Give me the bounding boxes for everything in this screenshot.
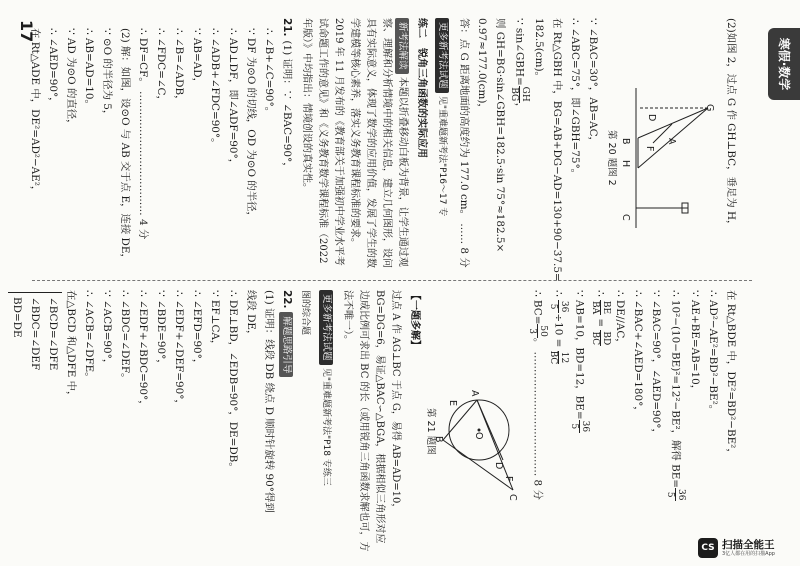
interpretation-badge: 新考法解读 — [395, 18, 409, 74]
text-line: ∵ AE+BE=AB=10， — [689, 290, 701, 396]
denominator: 5 — [665, 491, 675, 498]
text-line: (2)如图 2，过点 G 作 GH⊥BC，垂足为 H， — [725, 18, 737, 231]
text-line: ∴ ∠EDF+∠BDC=90°， — [137, 290, 149, 411]
text-line: ∵ AB=AD， — [191, 28, 203, 88]
text-line: 在△BCD 和△DFE 中， — [65, 290, 77, 402]
text-line: ∴ ∠BAC+∠AED=180°， — [632, 290, 644, 417]
numerator: 50 — [538, 325, 548, 337]
denominator: BC — [548, 350, 558, 365]
figure-label-f: F — [644, 146, 655, 152]
text-line: ∴ AD²−AE²=BD²−BE²。 — [707, 290, 719, 416]
figure-label-h: H — [620, 160, 631, 168]
text-line: ∵ ∠ACB=90°， — [101, 290, 113, 370]
more-tests-note — [317, 290, 336, 552]
text: 10 — [552, 322, 565, 336]
watermark-title: 扫描全能王 — [722, 538, 775, 551]
fraction — [569, 420, 590, 433]
more-tests-badge: 更多新考法试题 — [319, 290, 333, 365]
figure-label-a: A — [666, 138, 677, 145]
text: 。 ……………………………… 8 分 — [531, 337, 544, 500]
figure-label-c: C — [620, 214, 631, 221]
alt-solution-paragraph: 过点 A 作 AG⊥BC 于点 G，易得 AB=AD=10，BG=DG=6，易证△BAC∽△BGA，根据相似三角形对应边成比例可求出 BC 的长（或用锐角三角函数求解也可，方法不唯一）。 — [342, 290, 401, 552]
figure-label-g: G — [704, 104, 715, 112]
numerator: 12 — [559, 351, 569, 364]
numerator: 36 — [676, 489, 686, 501]
text: ∴ — [594, 290, 607, 300]
fraction — [527, 324, 548, 337]
text-line: ∴ ∠EDF+∠DEF=90°， — [173, 290, 185, 410]
section-tab: 寒假·数学 — [768, 28, 800, 100]
left-column — [22, 18, 740, 282]
numerator: BE — [601, 300, 611, 315]
text-line-fraction — [665, 290, 686, 552]
text-line: (2) 解：如图，设⊙O 与 AB 交于点 E，连接 DE， — [119, 28, 131, 264]
text-line: ∴ ∠ADB+∠FDC=90°。 — [209, 28, 221, 149]
text-line-fraction — [569, 290, 590, 552]
hint-badge: 解题思路引导 — [279, 312, 293, 377]
text-line: 在 Rt△BDE 中，DE²=BD²−BE²， — [725, 290, 737, 459]
text-line: ∴ DF=CF。 ……………………………… 4 分 — [137, 28, 149, 240]
text-line: ∵ EF⊥CA， — [209, 290, 221, 351]
more-tests-note — [433, 18, 452, 273]
text: ∴ BC= — [531, 290, 544, 325]
text-line: BD=DE — [11, 297, 23, 338]
text-line: (1) 证明：线段 DB 绕点 D 顺时针旋转 90°得到 — [263, 290, 275, 513]
text-line: ∴ ∠EFD=90°， — [191, 290, 203, 370]
denominator: BC — [590, 331, 600, 346]
text-line: ∴ ∠B+∠C=90°。 — [263, 28, 275, 118]
text-line: ∴ ∠ABC=75°，即∠GBH=75°。 — [569, 18, 581, 180]
text-line: 0.97≈177.0(cm)， — [476, 18, 488, 114]
text: ， — [513, 102, 526, 114]
text-line-fraction: ∴ BE BA = BD BC — [590, 290, 611, 346]
fraction — [590, 330, 611, 346]
text-line: ∴ ∠FDC=∠C， — [155, 28, 167, 106]
denominator: BA — [590, 300, 600, 315]
text-line: ∵ ⊙O 的半径为 5， — [101, 28, 113, 121]
text-line: ∴ ∠AED=90°， — [47, 28, 59, 108]
text-line: 在 Rt△ADE 中，DE²=AD²−AE²， — [29, 28, 41, 197]
numerator: 36 — [559, 300, 569, 313]
text-line: ∠BCD=∠DFE — [47, 297, 59, 371]
denominator: 5 — [548, 303, 558, 310]
text-line: ∵ ∠BAC=90°，∠AED=90°， — [650, 290, 662, 439]
text-line: ∴ ∠BDC=∠DEF。 — [119, 290, 131, 384]
more-tests-badge: 更多新考法试题 — [435, 18, 449, 93]
text-line: ∵ AD 为⊙O 的直径， — [65, 28, 77, 130]
text-line: ∴ DE⊥BD，∠EDB=90°，DE=DB。 — [227, 290, 239, 473]
text-line: ∵ DF 为⊙O 的切线，OD 为⊙O 的半径， — [245, 28, 257, 222]
fraction — [509, 86, 530, 103]
practice-subheading: 图的综合题 — [300, 290, 310, 336]
text-line: ∵ ∠BDE=90°， — [155, 290, 167, 370]
text-line: ∵ ∠BAC=30°，AB=AC， — [587, 18, 599, 147]
fraction — [548, 351, 569, 365]
denominator: 5 — [569, 423, 579, 430]
text-line: ∠BDC=∠DEF — [29, 297, 41, 371]
question-21-line — [278, 18, 296, 273]
question-number: 22. — [281, 290, 293, 309]
figure-label-a: A — [469, 390, 480, 397]
text-line: 则 GH=BG·sin∠GBH=182.5·sin 75°≈182.5× — [494, 18, 506, 253]
interpretation-text: 本题以折叠移动白板为背景，让学生通过观察、理解和分析情境中的相关信息，建立几何图形，设问具有实际意义，体现了数学的应用价值，发展了学生的数学建模等核心素养，落实义务教育课程标准的要求。2019 年 11 月发布的《教育部关于加强初中学业水平考试命题工作的意见》和《义务教育数学课程标准（2022 年版）》中均指出：情境创设的真实性。 — [301, 18, 408, 268]
figure-label-d: D — [646, 114, 657, 122]
figure-caption: 第 20 题图 2 — [606, 130, 617, 186]
figure-21 — [427, 290, 523, 552]
figure-20-2 — [606, 18, 718, 273]
fraction — [548, 300, 569, 313]
denominator: BG — [509, 87, 519, 102]
text: ∵ AB=10，BD=12，BE= — [573, 290, 586, 420]
fraction — [590, 300, 611, 315]
practice-heading: 练二 锐角三角函数的实际应用 — [416, 18, 427, 158]
figure-label-d: D — [493, 462, 504, 470]
denominator: 3 — [527, 328, 537, 334]
text-line-fraction — [527, 290, 548, 552]
figure-label-o: O — [473, 432, 484, 440]
alt-solution-heading: 【一题多解】 — [409, 290, 420, 350]
numerator: 36 — [580, 420, 590, 433]
interpretation-paragraph — [298, 18, 410, 273]
more-tests-ref: 见"重难题新考法"P18 专练三 — [321, 367, 331, 486]
watermark-text — [722, 539, 775, 558]
figure-label-e: E — [447, 400, 458, 407]
figure-label-b: B — [620, 138, 631, 145]
question-22-line — [278, 290, 296, 552]
text-line: ∴ AB=AD=10。 — [83, 28, 95, 110]
text-line: 答：点 G 距离地面的高度约为 177.0 cm。 …… 8 分 — [458, 18, 470, 268]
text-line: 线段 DE， — [245, 290, 257, 341]
text: (1) 证明：∵ ∠BAC=90°， — [281, 40, 293, 173]
watermark-subtitle: 3亿人都在用的扫描App — [722, 550, 775, 557]
figure-label-c: C — [507, 494, 518, 501]
text-line: ∴ ∠B=∠ADB， — [173, 28, 185, 106]
figure-label-b: B — [433, 436, 444, 443]
text-line-fraction: ∴ 36 5 ÷10 = 12 BC — [548, 290, 569, 365]
text-line: ∴ DE//AC， — [614, 290, 626, 349]
congruence-system — [8, 292, 62, 552]
figure-label-f: F — [503, 476, 514, 482]
text-line: 182.5(cm)。 — [533, 18, 545, 82]
text: ∴ — [552, 290, 565, 300]
text-line: ∴ ∠ACB=∠DFE。 — [83, 290, 95, 383]
fraction — [665, 488, 686, 501]
text: ∵ sin∠GBH= — [513, 18, 526, 86]
question-number: 21. — [281, 18, 293, 37]
text-line: ∴ AD⊥DF，即∠ADF=90°， — [227, 28, 239, 170]
scanner-watermark — [698, 534, 794, 562]
scanner-logo-icon: CS — [698, 538, 718, 558]
text-line-fraction — [509, 18, 530, 273]
column-divider — [32, 280, 752, 281]
text: ∴ 10²−(10−BE)²=12²−BE²，解得 BE= — [669, 290, 682, 489]
page-number: 17 — [17, 20, 36, 43]
numerator: GH — [520, 86, 530, 102]
numerator: BD — [601, 331, 611, 346]
right-column — [11, 290, 740, 552]
figure-caption: 第 21 题图 — [425, 408, 436, 455]
more-tests-ref: 见"重难题新考法"P16～17 专 — [437, 95, 447, 217]
text-line: 在 Rt△GBH 中，BG=AB+DG−AD=130+90−37.5= — [551, 18, 563, 282]
